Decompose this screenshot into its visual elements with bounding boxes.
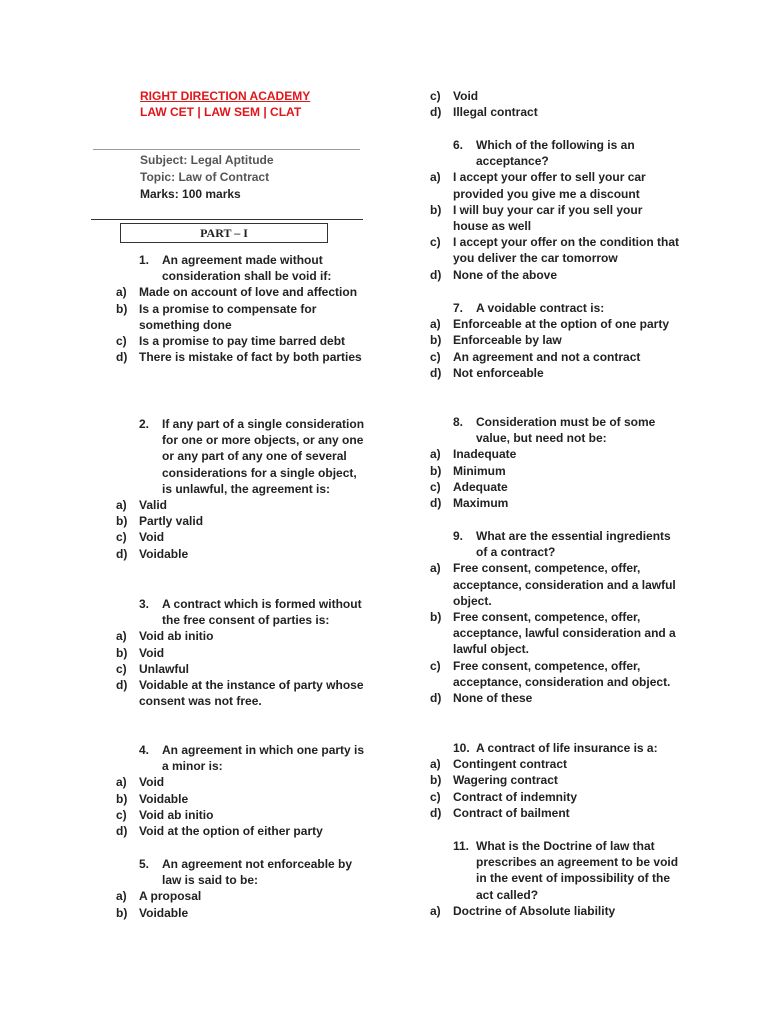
option-c: c) Void [430,89,479,103]
option-a: a) A proposal [116,889,202,904]
option-b: b) Voidable [116,791,189,806]
option-d: d) There is mistake of fact by both parties [116,350,362,365]
option-a: a) Void ab initio [116,629,214,644]
option-d: d) None of the above [430,267,558,282]
option-a: a) Enforceable at the option of one party [430,317,670,332]
option-d: d) Not enforceable [430,365,544,380]
question-7 [430,300,680,381]
option-b: b) Minimum [430,463,506,478]
option-d: d) None of these [430,691,533,706]
option-c: c) Is a promise to pay time barred debt [116,334,346,349]
option-a: a) Inadequate [430,447,517,462]
subject-line: Subject: Legal Aptitude [140,153,274,167]
question-10 [430,740,680,821]
option-a: a) Made on account of love and affection [116,285,358,300]
option-a: a) Free consent, competence, offer, acceptance, consideration and a lawful object. [430,561,676,608]
option-c: c) Unlawful [116,661,189,676]
option-d: d) Voidable at the instance of party whose consent was not free. [116,678,364,709]
question-text: 7. A voidable contract is: [453,301,605,315]
question-3 [116,596,368,709]
question-5-continued [430,88,680,120]
option-b: b) Free consent, competence, offer, acceptance, lawful consideration and a lawful object. [430,610,676,657]
option-c: c) Contract of indemnity [430,789,578,804]
option-c: c) Void ab initio [116,807,214,822]
question-text: 11. What is the Doctrine of law that prescribes an agreement to be void in the event of impossibility of the act called? [453,839,679,902]
option-d: d) Voidable [116,546,189,561]
question-text: 4. An agreement in which one party is a minor is: [139,743,365,774]
option-d: d) Illegal contract [430,105,538,120]
option-b: b) Void [116,645,165,660]
option-b: b) Partly valid [116,514,204,529]
option-b: b) I will buy your car if you sell your house as well [430,202,643,234]
option-c: c) Void [116,530,165,545]
topic-line: Topic: Law of Contract [140,170,270,184]
option-d: d) Void at the option of either party [116,824,323,839]
option-c: c) An agreement and not a contract [430,349,641,364]
question-9 [430,528,680,706]
question-text: 9. What are the essential ingredients of a contract? [453,529,671,560]
option-c: c) Free consent, competence, offer, acceptance, consideration and object. [430,658,671,689]
option-d: d) Contract of bailment [430,805,570,820]
option-b: b) Wagering contract [430,773,558,788]
question-text: 10. A contract of life insurance is a: [453,741,658,755]
option-a: a) Valid [116,498,168,513]
academy-title: RIGHT DIRECTION ACADEMY [140,89,311,103]
marks-line: Marks: 100 marks [140,187,241,201]
option-b: b) Is a promise to compensate for something done [116,301,317,332]
question-text: 6. Which of the following is an acceptance? [453,138,635,169]
option-a: a) I accept your offer to sell your car provided you give me a discount [430,170,646,201]
question-1 [116,252,368,365]
question-5 [116,856,368,921]
option-d: d) Maximum [430,496,509,511]
question-text: 8. Consideration must be of some value, but need not be: [453,415,656,446]
option-a: a) Doctrine of Absolute liability [430,903,616,918]
question-4 [116,742,368,839]
option-c: c) I accept your offer on the condition that you deliver the car tomorrow [430,235,680,266]
question-6 [430,137,680,283]
question-text: 3. A contract which is formed without the free consent of parties is: [139,597,362,628]
question-11 [430,838,680,919]
exam-list: LAW CET | LAW SEM | CLAT [140,105,302,119]
question-text: 2. If any part of a single consideration for one or more objects, or any one or any part of any one of several considerations for a single object, is unlawful, the agreement is: [139,417,365,496]
question-2 [116,416,368,562]
question-text: 5. An agreement not enforceable by law is said to be: [139,857,353,888]
option-a: a) Void [116,775,165,790]
header-divider [93,149,360,150]
question-8 [430,414,680,511]
option-b: b) Enforceable by law [430,333,562,348]
option-b: b) Voidable [116,905,189,920]
option-a: a) Contingent contract [430,757,567,772]
question-text: 1. An agreement made without consideration shall be void if: [139,253,332,284]
option-c: c) Adequate [430,479,508,494]
part-label: PART – I [120,223,328,243]
section-divider [91,219,363,220]
